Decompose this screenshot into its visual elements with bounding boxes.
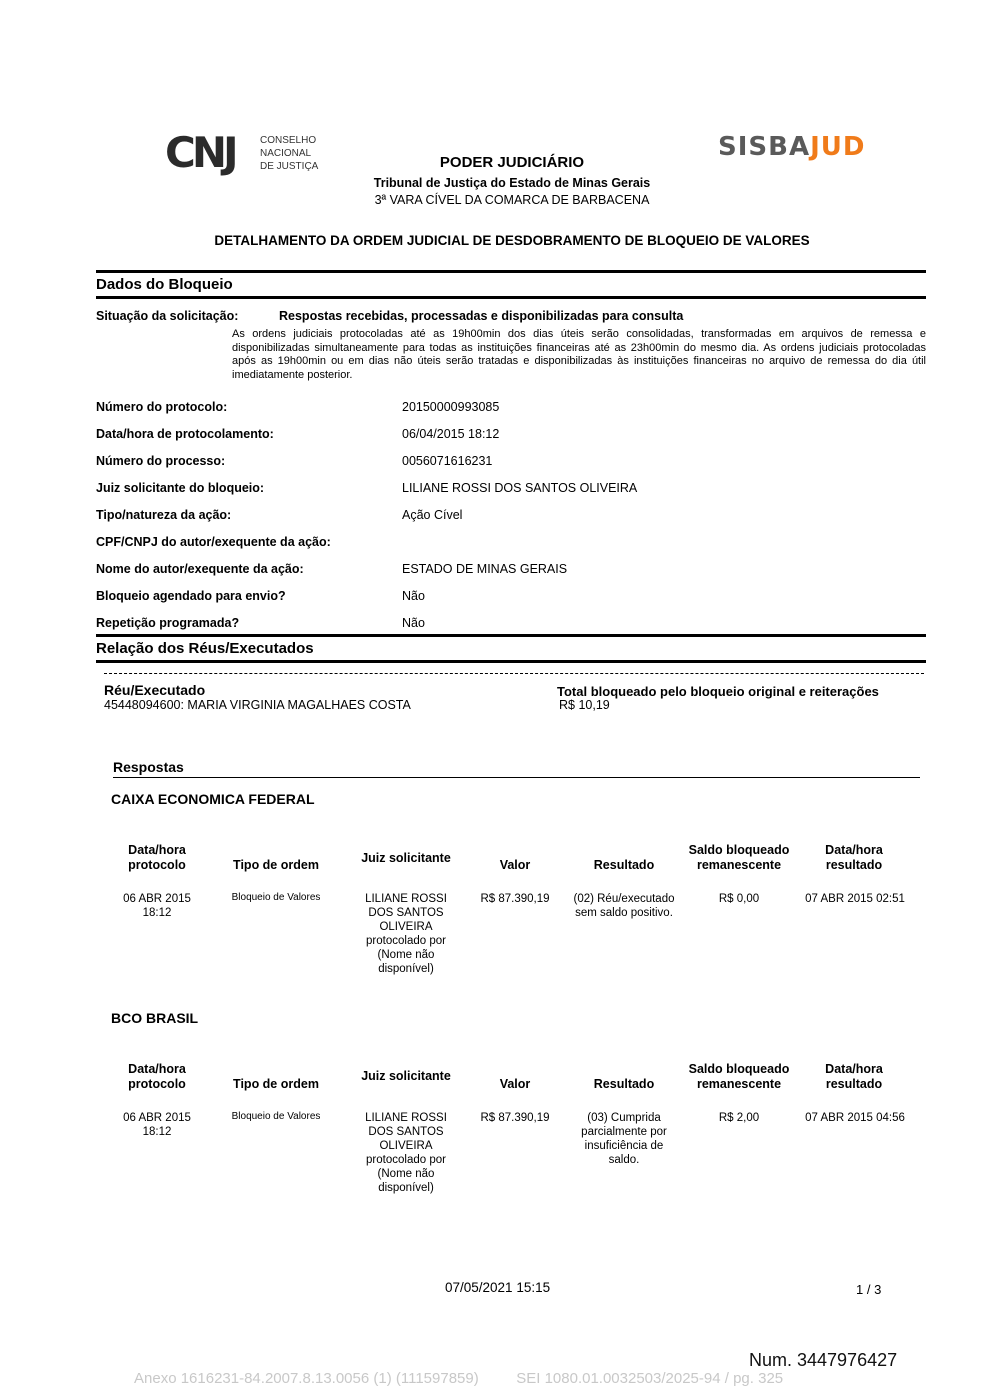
cell-line: saldo. — [608, 1154, 640, 1166]
field-value: ESTADO DE MINAS GERAIS — [402, 562, 568, 576]
situacao-label: Situação da solicitação: — [96, 309, 239, 323]
sisbajud-logo-accent: JUD — [810, 132, 866, 162]
bank-name: CAIXA ECONOMICA FEDERAL — [111, 791, 315, 807]
cell-protocolo — [107, 1111, 207, 1139]
col-header-juiz: Juiz solicitante — [361, 1069, 451, 1083]
cell-resultado — [564, 892, 684, 920]
cell-line: 06 ABR 2015 — [123, 1112, 191, 1124]
field-value: LILIANE ROSSI DOS SANTOS OLIVEIRA — [402, 481, 638, 495]
cell-line: 18:12 — [142, 1126, 172, 1138]
cell-line: LILIANE ROSSI — [365, 1112, 447, 1124]
field-value: Não — [402, 589, 425, 603]
cell-line: DOS SANTOS — [368, 1126, 444, 1138]
cell-line: (02) Réu/executado — [573, 893, 675, 905]
col-header-juiz: Juiz solicitante — [361, 851, 451, 865]
col-header-line: Data/hora — [128, 1062, 186, 1076]
col-header-line: protocolo — [128, 1077, 186, 1091]
cell-line: disponível) — [378, 1182, 434, 1194]
page-indicator: 1 / 3 — [856, 1282, 882, 1297]
footer-datetime: 07/05/2021 15:15 — [445, 1280, 551, 1295]
field-label: Repetição programada? — [96, 616, 240, 630]
dashed-divider — [104, 673, 924, 674]
cell-data-resultado: 07 ABR 2015 04:56 — [805, 1112, 905, 1124]
cell-line: protocolado por — [366, 1154, 446, 1166]
cell-line: DOS SANTOS — [368, 907, 444, 919]
col-header-line: remanescente — [696, 1077, 782, 1091]
document-title: DETALHAMENTO DA ORDEM JUDICIAL DE DESDOBRAMENTO DE BLOQUEIO DE VALORES — [214, 233, 810, 248]
field-label: CPF/CNPJ do autor/exequente da ação: — [96, 535, 331, 549]
header-line-2: Tribunal de Justiça do Estado de Minas Gerais — [373, 176, 651, 190]
section-rule — [96, 270, 926, 273]
sisbajud-logo — [718, 132, 865, 162]
section-rule — [96, 634, 926, 637]
cell-saldo: R$ 0,00 — [718, 893, 760, 905]
respostas-rule — [113, 777, 920, 778]
col-header-valor: Valor — [499, 858, 531, 872]
cell-line: OLIVEIRA — [379, 921, 433, 933]
field-value: 06/04/2015 18:12 — [402, 427, 500, 441]
section-rule — [96, 660, 926, 663]
cnj-logo-text — [260, 134, 318, 173]
field-label: Nome do autor/exequente da ação: — [96, 562, 304, 576]
cnj-logo — [165, 130, 325, 180]
total-label: Total bloqueado pelo bloqueio original e reiterações — [557, 684, 879, 699]
col-header-valor: Valor — [499, 1077, 531, 1091]
col-header-line: Saldo bloqueado — [688, 1062, 790, 1076]
col-header-line: protocolo — [128, 858, 186, 872]
annex-stamp: Anexo 1616231-84.2007.8.13.0056 (1) (111597859) SEI 1080.01.0032503/2025-94 / pg. 325 — [134, 1370, 784, 1387]
cell-valor: R$ 87.390,19 — [480, 893, 550, 905]
header-line-1: PODER JUDICIÁRIO — [439, 154, 585, 171]
field-value: 0056071616231 — [402, 454, 493, 468]
section-title-reus: Relação dos Réus/Executados — [96, 640, 314, 657]
col-header-line: Data/hora — [825, 843, 883, 857]
reu-label: Réu/Executado — [104, 682, 206, 698]
reu-value: 45448094600: MARIA VIRGINIA MAGALHAES COSTA — [104, 698, 411, 712]
cell-tipo: Bloqueio de Valores — [231, 892, 321, 903]
col-header-line: resultado — [825, 858, 883, 872]
field-label: Bloqueio agendado para envio? — [96, 589, 286, 603]
field-value: Ação Cível — [402, 508, 463, 522]
total-value: R$ 10,19 — [559, 698, 610, 712]
cell-line: protocolado por — [366, 935, 446, 947]
field-label: Juiz solicitante do bloqueio: — [96, 481, 265, 495]
cnj-logo-line: CONSELHO — [260, 135, 317, 146]
sisbajud-logo-part: SISBA — [718, 132, 811, 162]
field-label: Tipo/natureza da ação: — [96, 508, 232, 522]
col-header-data-resultado — [804, 1062, 904, 1092]
col-header-line: Data/hora — [128, 843, 186, 857]
respostas-title: Respostas — [113, 759, 184, 775]
col-header-line: Data/hora — [825, 1062, 883, 1076]
field-value: Não — [402, 616, 425, 630]
cell-juiz — [346, 892, 466, 976]
col-header-protocolo — [107, 843, 207, 873]
field-label: Data/hora de protocolamento: — [96, 427, 274, 441]
col-header-line: resultado — [825, 1077, 883, 1091]
col-header-data-resultado — [804, 843, 904, 873]
cell-valor: R$ 87.390,19 — [480, 1112, 550, 1124]
cell-protocolo — [107, 892, 207, 920]
col-header-resultado: Resultado — [593, 1077, 655, 1091]
cell-saldo: R$ 2,00 — [718, 1112, 760, 1124]
cell-resultado — [564, 1111, 684, 1167]
col-header-saldo — [679, 1062, 799, 1092]
field-label: Número do processo: — [96, 454, 226, 468]
cnj-logo-line: DE JUSTIÇA — [260, 161, 319, 172]
cell-line: parcialmente por — [581, 1126, 667, 1138]
section-title-dados: Dados do Bloqueio — [96, 276, 233, 293]
cnj-logo-line: NACIONAL — [260, 148, 312, 159]
cell-line: (Nome não — [377, 949, 435, 961]
notice-text: As ordens judiciais protocoladas até as 19h00min dos dias úteis serão consolidadas, transformadas em arquivos de remessa e disponibilizadas simultaneamente para todas as instituições financeiras até as 23h00min do mesmo dia. As ordens judiciais protocoladas após as 19h00min ou em dias não úteis serão tratadas e disponibilizadas às instituições financeiras no arquivo de remessa do dia útil imediatamente posterior. — [232, 328, 926, 381]
col-header-resultado: Resultado — [593, 858, 655, 872]
cell-line: 06 ABR 2015 — [123, 893, 191, 905]
cell-line: LILIANE ROSSI — [365, 893, 447, 905]
col-header-saldo — [679, 843, 799, 873]
cell-line: disponível) — [378, 963, 434, 975]
cell-line: 18:12 — [142, 907, 172, 919]
cell-data-resultado: 07 ABR 2015 02:51 — [805, 893, 905, 905]
cell-tipo: Bloqueio de Valores — [231, 1111, 321, 1122]
situacao-value: Respostas recebidas, processadas e disponibilizadas para consulta — [279, 309, 684, 323]
document-number: Num. 3447976427 — [749, 1350, 898, 1370]
cell-line: (Nome não — [377, 1168, 435, 1180]
field-label: Número do protocolo: — [96, 400, 228, 414]
header-line-3: 3ª VARA CÍVEL DA COMARCA DE BARBACENA — [374, 193, 650, 207]
cell-line: OLIVEIRA — [379, 1140, 433, 1152]
cnj-logo-letters: CNJ — [165, 128, 235, 177]
col-header-line: remanescente — [696, 858, 782, 872]
col-header-protocolo — [107, 1062, 207, 1092]
section-rule — [96, 296, 926, 299]
cell-line: insuficiência de — [584, 1140, 664, 1152]
col-header-tipo: Tipo de ordem — [233, 858, 319, 872]
cell-juiz — [346, 1111, 466, 1195]
col-header-line: Saldo bloqueado — [688, 843, 790, 857]
bank-name: BCO BRASIL — [111, 1010, 199, 1026]
cell-line: (03) Cumprida — [587, 1112, 661, 1124]
field-value: 20150000993085 — [402, 400, 500, 414]
col-header-tipo: Tipo de ordem — [233, 1077, 319, 1091]
cell-line: sem saldo positivo. — [575, 907, 673, 919]
